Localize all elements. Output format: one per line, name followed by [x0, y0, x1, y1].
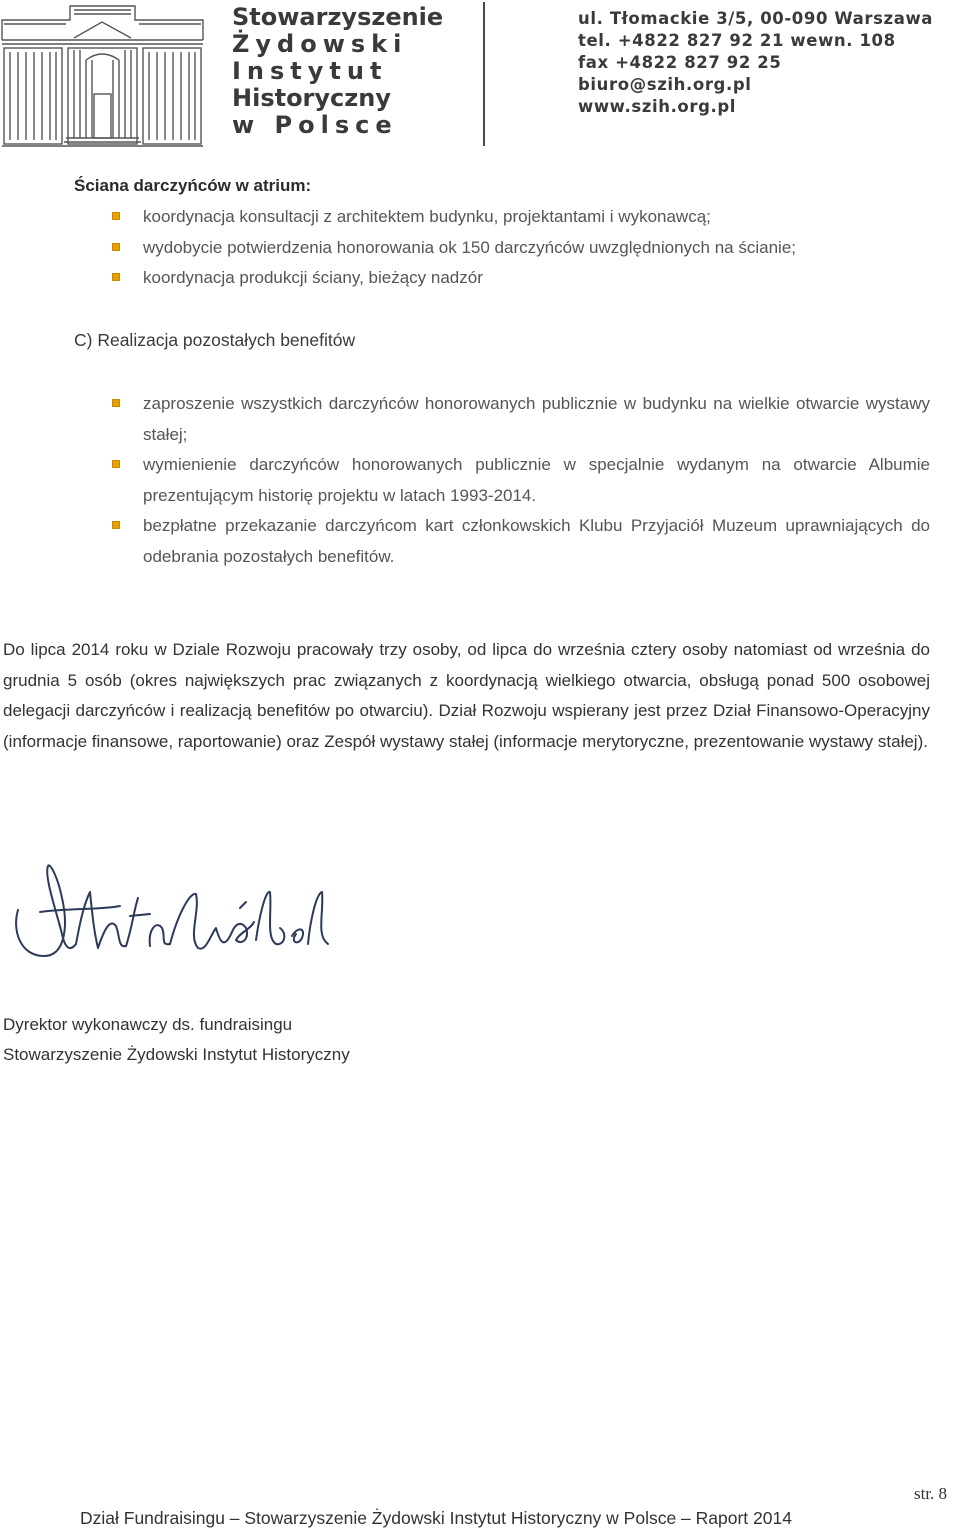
org-name-line-5: w Polsce	[232, 111, 398, 139]
contact-block	[578, 8, 933, 118]
contact-fax: fax +4822 827 92 25	[578, 53, 782, 72]
wall-section-heading: Ściana darczyńców w atrium:	[74, 176, 312, 195]
org-name-line-1: Stowarzyszenie	[232, 3, 444, 31]
list-item: bezpłatne przekazanie darczyńcom kart członkowskich Klubu Przyjaciół Muzeum uprawniających do odebrania pozostałych benefitów.	[110, 511, 930, 572]
organization-name	[232, 3, 444, 139]
square-bullet-icon	[112, 273, 120, 281]
wall-section-list	[110, 202, 940, 294]
org-name-line-2: Żydowski	[232, 30, 408, 58]
contact-phone: tel. +4822 827 92 21 wewn. 108	[578, 31, 896, 50]
benefits-section-heading: C) Realizacja pozostałych benefitów	[74, 330, 356, 350]
org-name-line-4: Historyczny	[232, 84, 391, 112]
square-bullet-icon	[112, 399, 120, 407]
square-bullet-icon	[112, 460, 120, 468]
list-item: wymienienie darczyńców honorowanych publicznie w specjalnie wydanym na otwarcie Albumie prezentującym historię projektu w latach 1993-2014.	[110, 450, 930, 511]
square-bullet-icon	[112, 243, 120, 251]
building-facade-icon	[0, 0, 205, 148]
signatory-organization: Stowarzyszenie Żydowski Instytut Historyczny	[3, 1045, 350, 1064]
contact-address: ul. Tłomackie 3/5, 00-090 Warszawa	[578, 9, 934, 28]
square-bullet-icon	[112, 212, 120, 220]
page-number: str. 8	[914, 1484, 948, 1503]
signatory-role: Dyrektor wykonawczy ds. fundraisingu	[3, 1015, 293, 1034]
summary-paragraph: Do lipca 2014 roku w Dziale Rozwoju pracowały trzy osoby, od lipca do września cztery osoby natomiast od września do grudnia 5 osób (okres największych prac związanych z koordynacją wielkiego otwarcia, obsługą ponad 500 osobowej delegacji darczyńców i realizacją benefitów po otwarciu). Dział Rozwoju wspierany jest przez Dział Finansowo-Operacyjny (informacje finansowe, raportowanie) oraz Zespół wystawy stałej (informacje merytoryczne, prezentowanie wystawy stałej).	[3, 640, 930, 751]
handwritten-signature	[10, 852, 340, 967]
contact-email[interactable]: biuro@szih.org.pl	[578, 75, 752, 94]
list-item: koordynacja produkcji ściany, bieżący nadzór	[110, 263, 940, 294]
benefits-section-list	[110, 389, 930, 572]
list-item: zaproszenie wszystkich darczyńców honorowanych publicznie w budynku na wielkie otwarcie wystawy stałej;	[110, 389, 930, 450]
footer-text: Dział Fundraisingu – Stowarzyszenie Żydowski Instytut Historyczny w Polsce – Raport 2014	[80, 1508, 792, 1528]
header-divider	[483, 2, 485, 146]
square-bullet-icon	[112, 521, 120, 529]
org-name-line-3: Instytut	[232, 57, 388, 85]
list-item: koordynacja konsultacji z architektem budynku, projektantami i wykonawcą;	[110, 202, 940, 233]
contact-website[interactable]: www.szih.org.pl	[578, 97, 737, 116]
list-item: wydobycie potwierdzenia honorowania ok 150 darczyńców uwzględnionych na ścianie;	[110, 233, 940, 264]
